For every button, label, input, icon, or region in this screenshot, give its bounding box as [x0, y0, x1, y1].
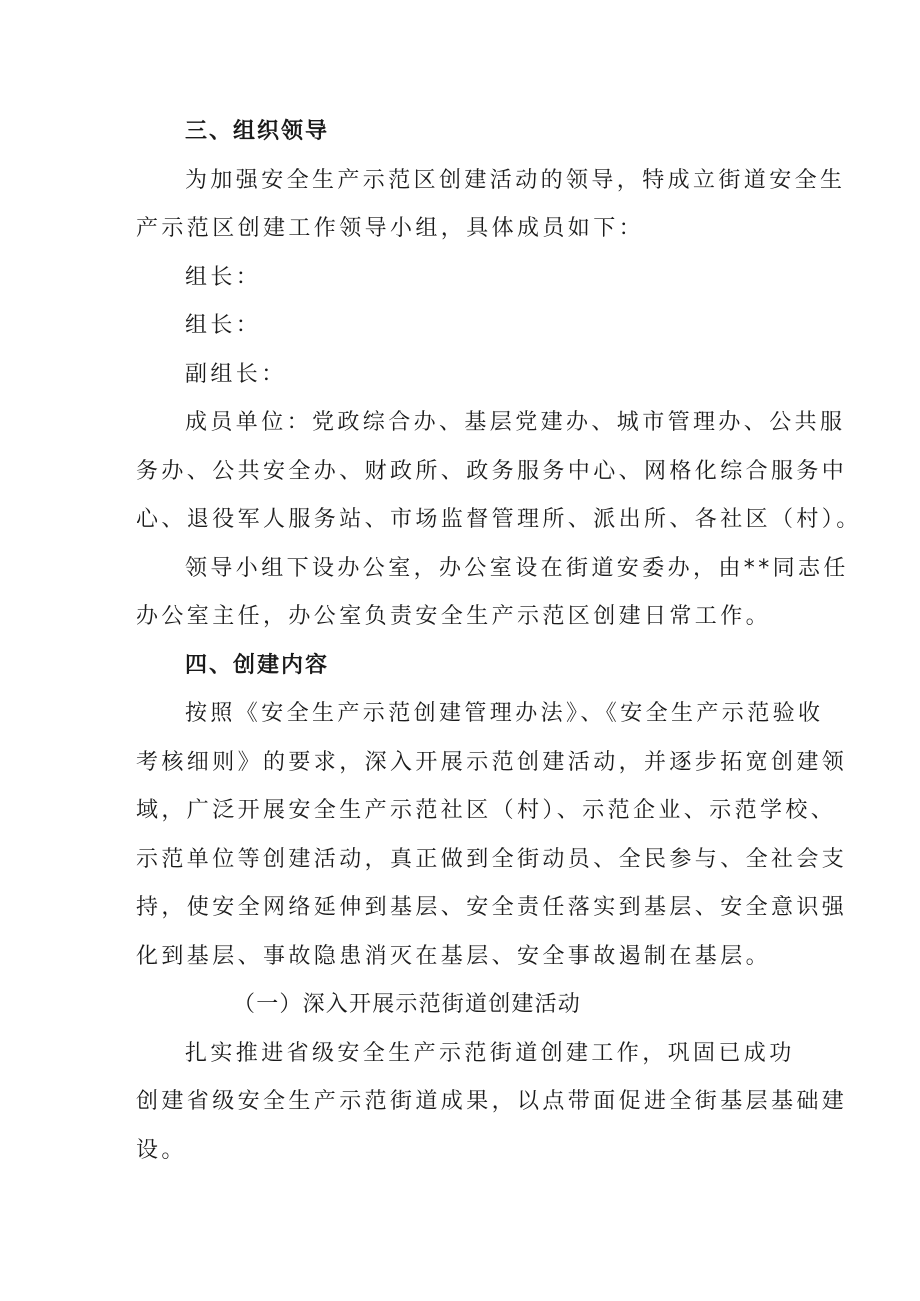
section-4-body-line-2: 考核细则》的要求，深入开展示范创建活动，并逐步拓宽创建领 — [136, 750, 848, 775]
section-4-body-line-6: 化到基层、事故隐患消灭在基层、安全事故遏制在基层。 — [136, 944, 772, 969]
subsection-1-body-line-1: 扎实推进省级安全生产示范街道创建工作，巩固已成功 — [185, 1041, 795, 1066]
subsection-1-body-line-3: 设。 — [136, 1138, 187, 1163]
section-4-heading: 四、创建内容 — [185, 653, 330, 678]
office-line-1: 领导小组下设办公室，办公室设在街道安委办，由**同志任 — [185, 556, 849, 581]
section-3-heading: 三、组织领导 — [185, 119, 330, 144]
section-4-body-line-5: 持，使安全网络延伸到基层、安全责任落实到基层、安全意识强 — [136, 895, 848, 920]
leader-line-1: 组长： — [185, 265, 262, 290]
members-line-1: 成员单位：党政综合办、基层党建办、城市管理办、公共服 — [185, 410, 846, 435]
section-3-intro-line-2: 产示范区创建工作领导小组，具体成员如下： — [136, 216, 645, 241]
deputy-leader-line: 副组长： — [185, 362, 287, 387]
section-4-body-line-4: 示范单位等创建活动，真正做到全街动员、全民参与、全社会支 — [136, 847, 848, 872]
members-line-3: 心、退役军人服务站、市场监督管理所、派出所、各社区（村）。 — [136, 507, 862, 532]
section-3-intro-line-1: 为加强安全生产示范区创建活动的领导，特成立街道安全生 — [185, 168, 846, 193]
subsection-1-heading: （一）深入开展示范街道创建活动 — [233, 992, 582, 1017]
subsection-1-body-line-2: 创建省级安全生产示范街道成果，以点带面促进全街基层基础建 — [136, 1089, 848, 1114]
leader-line-2: 组长： — [185, 313, 262, 338]
section-4-body-line-1: 按照《安全生产示范创建管理办法》、《安全生产示范验收 — [185, 701, 824, 726]
section-4-body-line-3: 域，广泛开展安全生产示范社区（村）、示范企业、示范学校、 — [136, 798, 837, 823]
members-line-2: 务办、公共安全办、财政所、政务服务中心、网格化综合服务中 — [136, 459, 848, 484]
office-line-2: 办公室主任，办公室负责安全生产示范区创建日常工作。 — [136, 604, 772, 629]
